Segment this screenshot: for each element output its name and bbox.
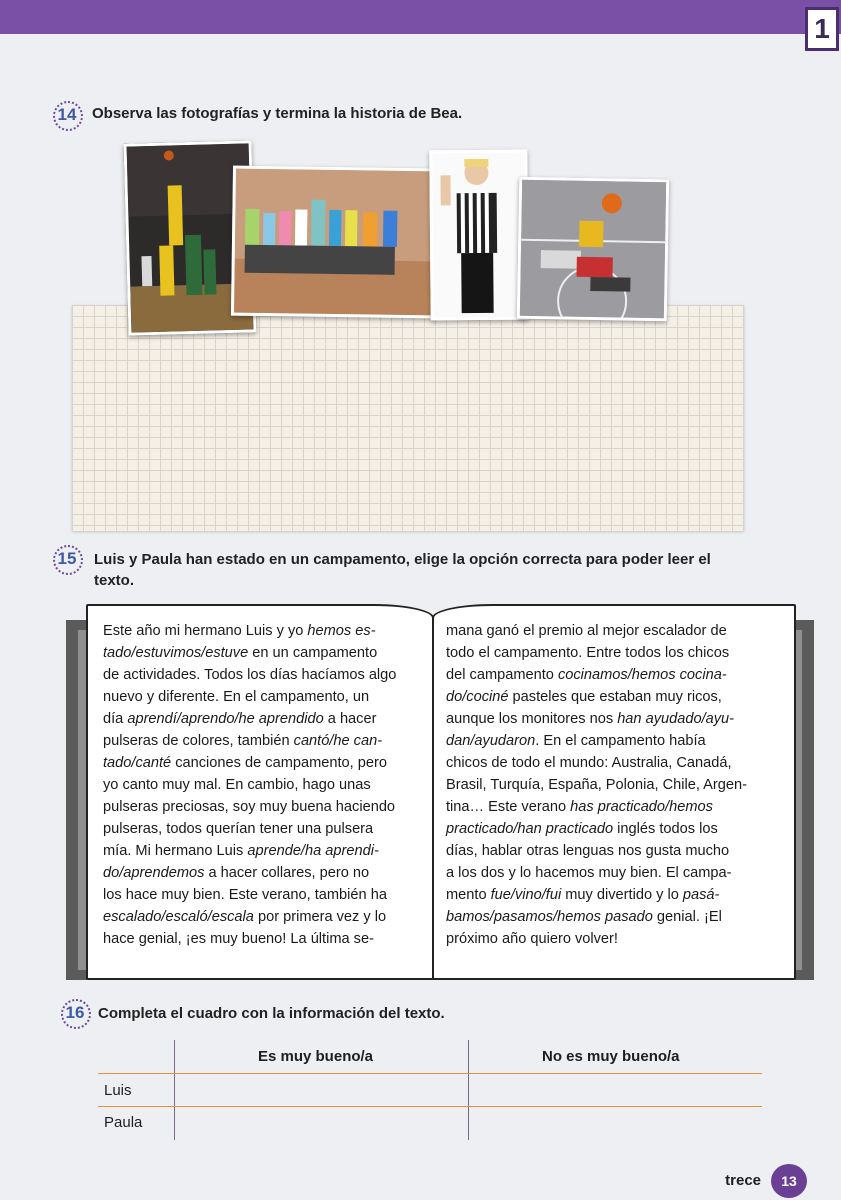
left-page-line <box>103 818 428 840</box>
left-page-line <box>103 796 428 818</box>
left-page-line <box>103 884 428 906</box>
text-segment: Brasil, Turquía, España, Polonia, Chile, Argen- <box>446 777 747 793</box>
text-segment: pulseras de colores, también <box>103 733 294 749</box>
right-page-line <box>446 730 786 752</box>
text-segment: muy divertido y lo <box>561 887 683 903</box>
text-segment: día <box>103 711 128 727</box>
right-page-line <box>446 642 786 664</box>
left-page-line <box>103 752 428 774</box>
text-segment: por primera vez y lo <box>253 909 387 925</box>
text-segment: pulseras, todos querían tener una pulsera <box>103 821 374 837</box>
left-page-line <box>103 774 428 796</box>
exercise-15-number: 15 <box>50 544 84 574</box>
text-segment: mana ganó el premio al mejor escalador de <box>446 623 727 639</box>
exercise-15-instruction-line1: Luis y Paula han estado en un campamento, elige la opción correcta para poder leer el <box>94 551 711 568</box>
left-page-line <box>103 686 428 708</box>
basketball-overhead-illustration <box>520 180 666 318</box>
text-segment: del campamento <box>446 667 558 683</box>
text-segment: mento <box>446 887 491 903</box>
option-choice[interactable]: aprende/ha aprendi- <box>247 843 379 859</box>
right-page-line <box>446 818 786 840</box>
option-choice[interactable]: do/cociné <box>446 689 509 705</box>
right-page-line <box>446 620 786 642</box>
left-page-line <box>103 620 428 642</box>
option-choice[interactable]: tado/canté <box>103 755 172 771</box>
text-segment: a los dos y lo hacemos muy bien. El campa- <box>446 865 732 881</box>
text-segment: a hacer collares, pero no <box>204 865 370 881</box>
photo-referee <box>429 150 528 321</box>
option-choice[interactable]: han ayudado/ayu- <box>617 711 735 727</box>
left-page-line <box>103 840 428 862</box>
text-segment: yo canto muy mal. En cambio, hago unas <box>103 777 371 793</box>
text-segment: Este año mi hermano Luis y yo <box>103 623 308 639</box>
info-table <box>98 1040 762 1140</box>
text-segment: chicos de todo el mundo: Australia, Canadá, <box>446 755 732 771</box>
text-segment: aunque los monitores nos <box>446 711 618 727</box>
option-choice[interactable]: fue/vino/fui <box>490 887 562 903</box>
option-choice[interactable]: hemos es- <box>307 623 376 639</box>
exercise-14-number: 14 <box>50 100 84 130</box>
left-page-line <box>103 664 428 686</box>
exercise-16-instruction: Completa el cuadro con la información del texto. <box>98 1005 445 1022</box>
cell-luis-good[interactable] <box>176 1074 466 1105</box>
referee-illustration <box>432 153 525 318</box>
writing-area-grid[interactable] <box>72 305 744 531</box>
exercise-15-instruction-line2: texto. <box>94 572 135 589</box>
unit-tab <box>805 7 839 51</box>
text-segment: tina… Este verano <box>446 799 571 815</box>
text-segment: pasteles que estaban muy ricos, <box>508 689 722 705</box>
left-page-line <box>103 642 428 664</box>
text-segment: en un campamento <box>248 645 378 661</box>
exercise-16-number: 16 <box>58 998 92 1028</box>
text-segment: días, hablar otras lenguas nos gusta mucho <box>446 843 730 859</box>
right-page-line <box>446 774 786 796</box>
table-row-luis: Luis <box>104 1082 132 1099</box>
option-choice[interactable]: escalado/escaló/escala <box>103 909 254 925</box>
photo-basketball-overhead <box>517 177 669 322</box>
cell-paula-good[interactable] <box>176 1107 466 1138</box>
exercise-14-instruction: Observa las fotografías y termina la historia de Bea. <box>92 105 463 122</box>
option-choice[interactable]: bamos/pasamos/hemos pasado <box>446 909 653 925</box>
text-segment: nuevo y diferente. En el campamento, un <box>103 689 370 705</box>
option-choice[interactable]: cocinamos/hemos cocina- <box>557 667 727 683</box>
page-number: 13 <box>771 1164 807 1198</box>
right-page-line <box>446 884 786 906</box>
table-header-good: Es muy bueno/a <box>258 1048 374 1065</box>
left-page-line <box>103 906 428 928</box>
option-choice[interactable]: practicado/han practicado <box>446 821 614 837</box>
left-page-line <box>103 862 428 884</box>
right-page-line <box>446 906 786 928</box>
right-page-line <box>446 796 786 818</box>
right-page-line <box>446 862 786 884</box>
right-page-line <box>446 708 786 730</box>
children-group-illustration <box>234 169 434 316</box>
right-page-line <box>446 686 786 708</box>
right-page-line <box>446 752 786 774</box>
text-segment: todo el campamento. Entre todos los chicos <box>446 645 730 661</box>
right-page-line <box>446 664 786 686</box>
text-segment: canciones de campamento, pero <box>171 755 387 771</box>
unit-number: 1 <box>814 13 830 44</box>
cell-luis-not-good[interactable] <box>470 1074 760 1105</box>
text-segment: pulseras preciosas, soy muy buena haciendo <box>103 799 396 815</box>
book-right-text <box>446 620 786 950</box>
text-segment: . En el campamento había <box>535 733 706 749</box>
option-choice[interactable]: tado/estuvimos/estuve <box>103 645 249 661</box>
right-page-line <box>446 840 786 862</box>
option-choice[interactable]: do/aprendemos <box>103 865 205 881</box>
option-choice[interactable]: aprendí/aprendo/he aprendido <box>127 711 324 727</box>
left-page-line <box>103 730 428 752</box>
table-divider-2 <box>468 1040 469 1140</box>
left-page-line <box>103 708 428 730</box>
text-segment: mía. Mi hermano Luis <box>103 843 248 859</box>
text-segment: inglés todos los <box>613 821 718 837</box>
right-page-line <box>446 928 786 950</box>
text-segment: de actividades. Todos los días hacíamos algo <box>103 667 397 683</box>
table-row-paula: Paula <box>104 1114 143 1131</box>
option-choice[interactable]: dan/ayudaron <box>446 733 536 749</box>
table-divider-1 <box>174 1040 175 1140</box>
book-left-text <box>103 620 428 950</box>
page-number-word: trece <box>725 1172 761 1189</box>
option-choice[interactable]: has practicado/hemos <box>570 799 713 815</box>
text-segment: genial. ¡El <box>652 909 722 925</box>
text-segment: próximo año quiero volver! <box>446 931 618 947</box>
top-band <box>0 0 841 34</box>
text-segment: a hacer <box>323 711 377 727</box>
left-page-line <box>103 928 428 950</box>
table-header-not-good: No es muy bueno/a <box>542 1048 680 1065</box>
text-segment: hace genial, ¡es muy bueno! La última se- <box>103 931 374 947</box>
option-choice[interactable]: cantó/he can- <box>293 733 383 749</box>
photo-children-group <box>231 166 437 319</box>
text-segment: los hace muy bien. Este verano, también ha <box>103 887 387 903</box>
option-choice[interactable]: pasá- <box>682 887 720 903</box>
cell-paula-not-good[interactable] <box>470 1107 760 1138</box>
